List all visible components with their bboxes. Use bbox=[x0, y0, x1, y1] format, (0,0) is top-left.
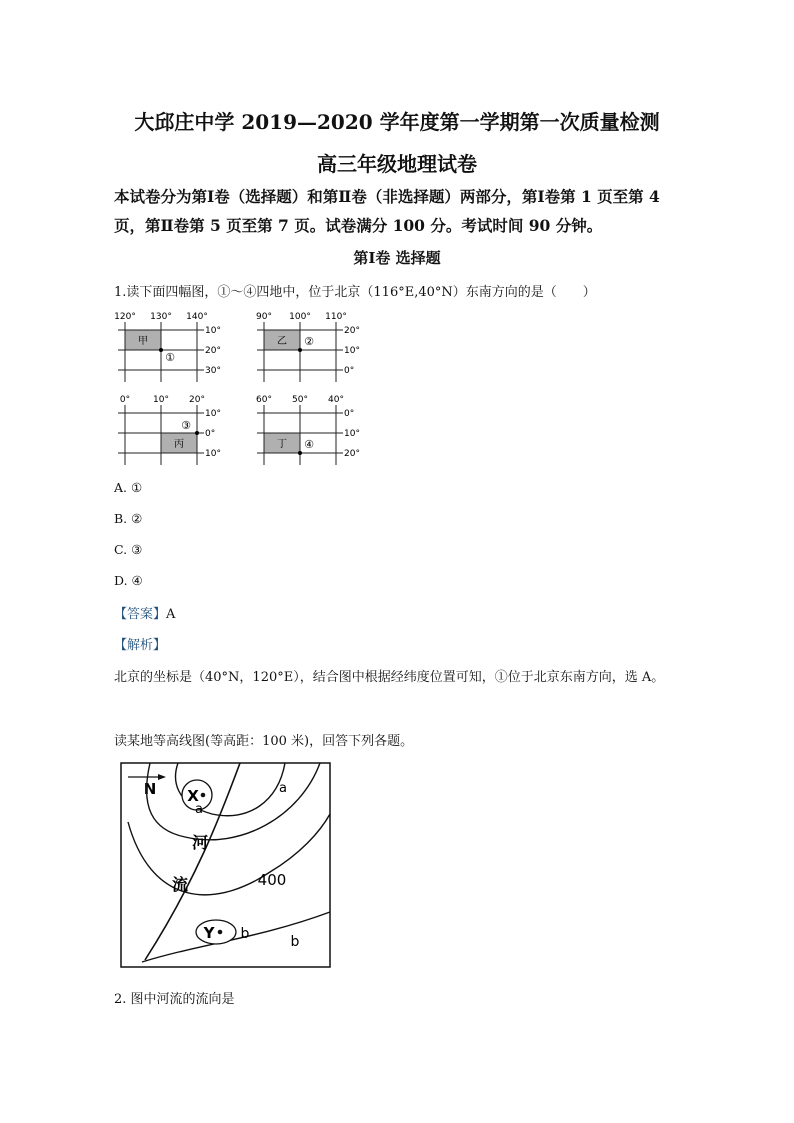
location-point bbox=[195, 431, 199, 435]
contour-label-a-outer: a bbox=[279, 781, 287, 796]
point-label: ④ bbox=[304, 438, 314, 451]
contour-value-label: 400 bbox=[257, 871, 287, 889]
lat-label: 0° bbox=[344, 409, 355, 419]
y-ellipse bbox=[196, 920, 236, 944]
contour-label-a-inner: a bbox=[195, 802, 203, 817]
q1-map-2 bbox=[255, 310, 365, 382]
x-label: X bbox=[187, 787, 199, 805]
option-d: D. ④ bbox=[114, 573, 143, 588]
point-label: ② bbox=[304, 335, 314, 348]
option-a: A. ① bbox=[114, 480, 143, 495]
lon-label: 130° bbox=[150, 312, 172, 322]
lon-label: 40° bbox=[328, 395, 344, 405]
lon-label: 0° bbox=[119, 395, 131, 405]
contour-label-b-outer: b bbox=[290, 934, 300, 950]
lat-label: 0° bbox=[205, 429, 216, 439]
north-label: N bbox=[143, 780, 157, 798]
answer-tag: 【答案】 bbox=[114, 607, 167, 622]
contour-label-b-inner: b bbox=[240, 926, 250, 942]
page-title-line2: 高三年级地理试卷 bbox=[317, 152, 477, 176]
river-label-1: 河 bbox=[191, 833, 209, 852]
lat-label: 20° bbox=[344, 326, 360, 336]
lat-label: 0° bbox=[344, 366, 355, 376]
location-point bbox=[298, 451, 302, 455]
lat-label: 10° bbox=[205, 409, 221, 419]
lon-label: 50° bbox=[292, 395, 308, 405]
cell-label: 丙 bbox=[174, 439, 184, 450]
lon-label: 20° bbox=[189, 395, 205, 405]
intro-line2: 页，第Ⅱ卷第 5 页至第 7 页。试卷满分 100 分。考试时间 90 分钟。 bbox=[114, 216, 603, 235]
y-label: Y bbox=[203, 924, 215, 942]
q1-map-3 bbox=[114, 393, 224, 465]
lon-label: 110° bbox=[325, 312, 347, 322]
option-b: B. ② bbox=[114, 511, 143, 526]
lon-label: 60° bbox=[256, 395, 272, 405]
q1-map-4 bbox=[255, 393, 365, 465]
exam-intro bbox=[114, 182, 694, 240]
page-title-line1: 大邱庄中学 2019—2020 学年度第一学期第一次质量检测 bbox=[134, 110, 660, 134]
cell-label: 甲 bbox=[138, 336, 148, 347]
group-2-stem: 读某地等高线图(等高距：100 米)，回答下列各题。 bbox=[114, 734, 414, 749]
cell-label: 乙 bbox=[277, 336, 287, 347]
lon-label: 140° bbox=[186, 312, 208, 322]
lon-label: 90° bbox=[256, 312, 272, 322]
section-title: 第Ⅰ卷 选择题 bbox=[353, 249, 441, 267]
cell-label: 丁 bbox=[277, 439, 287, 450]
lat-label: 20° bbox=[344, 449, 360, 459]
analysis-text: 北京的坐标是（40°N，120°E），结合图中根据经纬度位置可知，①位于北京东南方向，选 A。 bbox=[114, 670, 665, 685]
lat-label: 10° bbox=[344, 346, 360, 356]
lat-label: 10° bbox=[344, 429, 360, 439]
analysis-tag: 【解析】 bbox=[114, 638, 167, 653]
location-point bbox=[298, 348, 302, 352]
lon-label: 10° bbox=[153, 395, 169, 405]
question-1-stem: 1.读下面四幅图，①～④四地中，位于北京（116°E,40°N）东南方向的是（ ） bbox=[114, 285, 596, 300]
point-label: ③ bbox=[181, 419, 191, 432]
lat-label: 10° bbox=[205, 449, 221, 459]
point-label: ① bbox=[165, 351, 175, 364]
y-point bbox=[218, 930, 223, 935]
river-label-2: 流 bbox=[171, 875, 189, 894]
location-point bbox=[159, 348, 163, 352]
lat-label: 20° bbox=[205, 346, 221, 356]
lat-label: 30° bbox=[205, 366, 221, 376]
option-c: C. ③ bbox=[114, 542, 143, 557]
question-2-stem: 2. 图中河流的流向是 bbox=[114, 992, 235, 1007]
contour-map bbox=[120, 762, 332, 970]
lat-label: 10° bbox=[205, 326, 221, 336]
x-point bbox=[201, 793, 206, 798]
intro-line1: 本试卷分为第Ⅰ卷（选择题）和第Ⅱ卷（非选择题）两部分，第Ⅰ卷第 1 页至第 4 bbox=[114, 187, 660, 206]
lon-label: 100° bbox=[289, 312, 311, 322]
q1-map-1 bbox=[114, 310, 224, 382]
answer-value: A bbox=[166, 607, 176, 622]
lon-label: 120° bbox=[114, 312, 136, 322]
answer-line bbox=[114, 603, 175, 622]
